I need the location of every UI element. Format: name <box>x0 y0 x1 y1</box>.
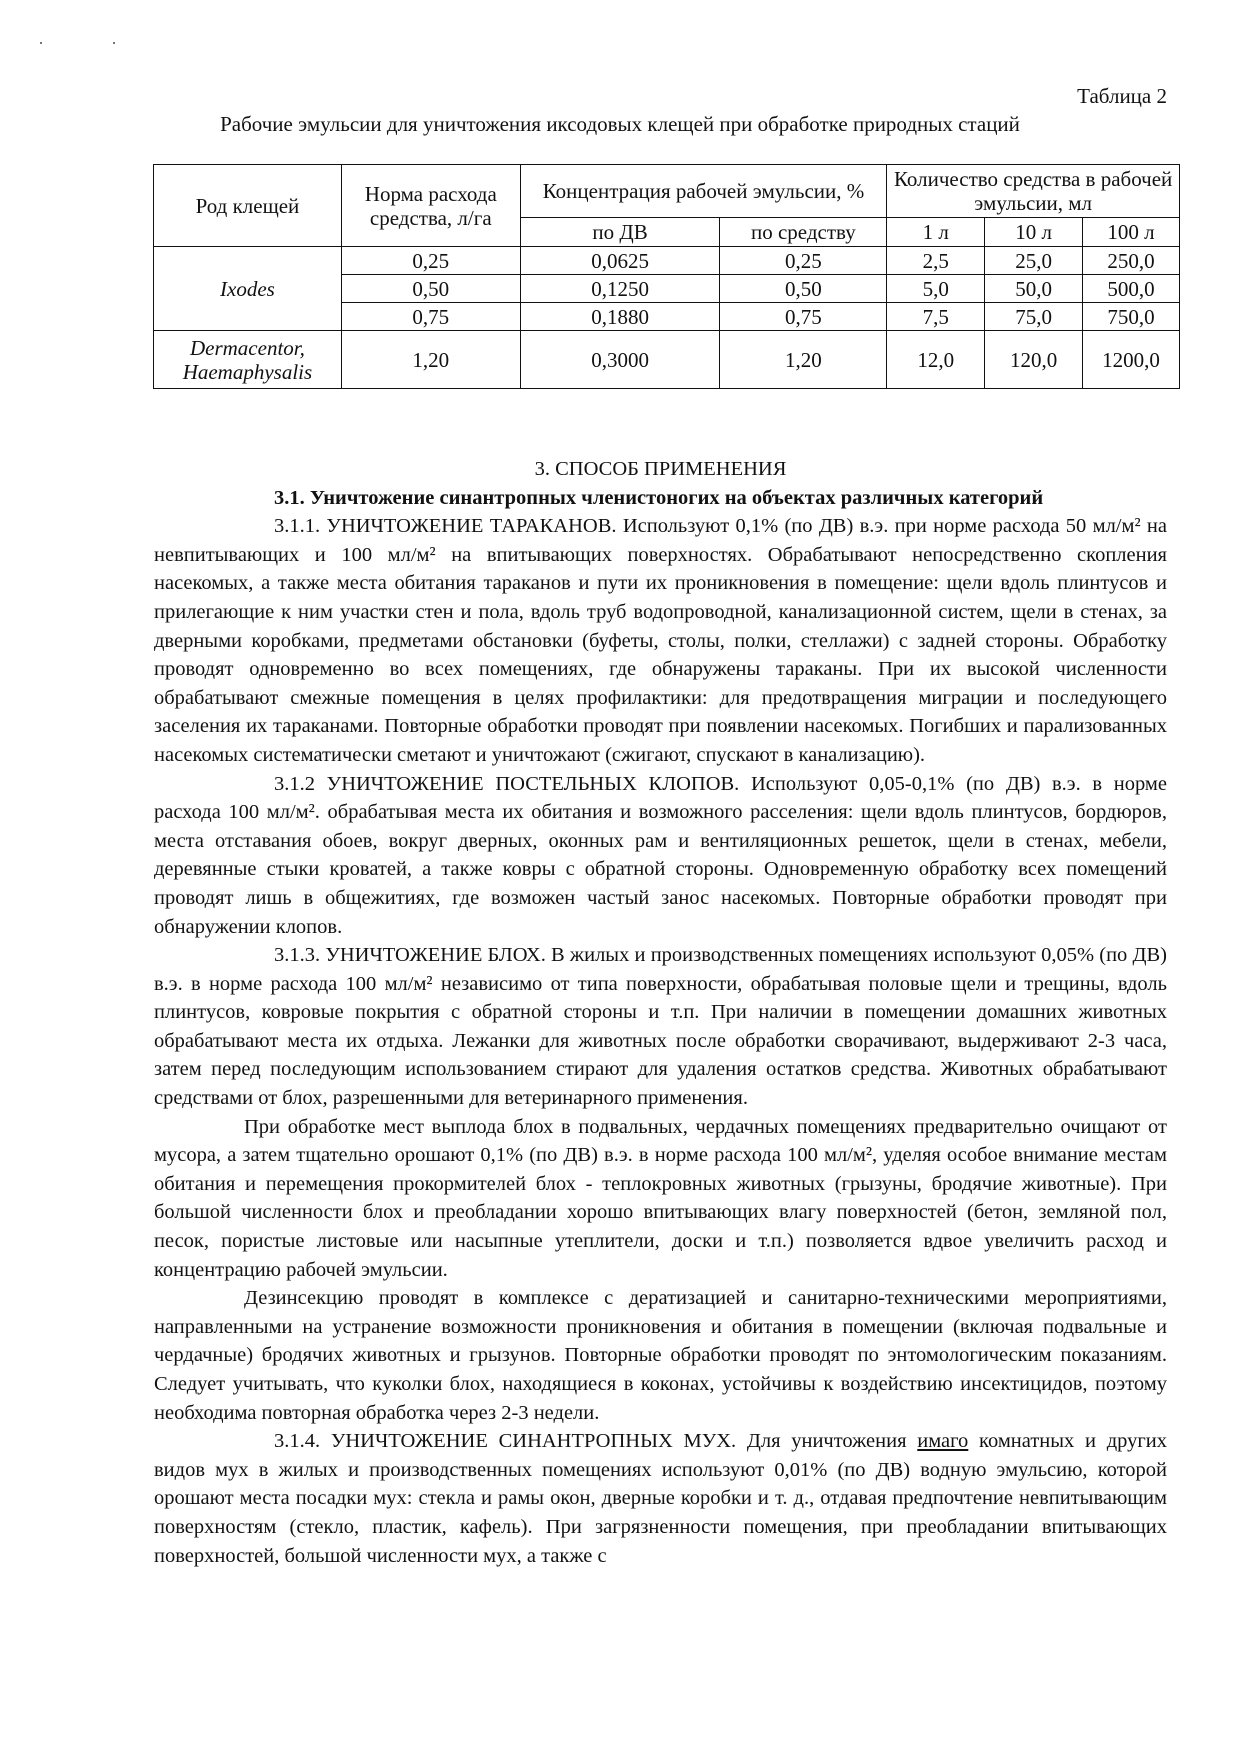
header-genus: Род клещей <box>154 165 342 247</box>
header-amount-1l: 1 л <box>887 218 985 247</box>
paragraph-disinsection: Дезинсекцию проводят в комплексе с дератизацией и санитарно-техническими мероприятиями, направленными на устранение возможности проникновения и обитания в помещении (включая подвальные и чердачные) бродячих животных и грызунов. Повторные обработки проводят по энтомологическим показаниям. Следует учитывать, что куколки блох, находящиеся в коконах, устойчивы к воздействию инсектицидов, поэтому необходима повторная обработка через 2-3 недели. <box>154 1287 1167 1424</box>
table-cell: 0,25 <box>720 247 887 275</box>
genus-cell: Dermacentor, Haemaphysalis <box>154 331 342 389</box>
section-subheading: 3.1. Уничтожение синантропных членистоногих на объектах различных категорий <box>274 486 1044 509</box>
header-amount-10l: 10 л <box>985 218 1083 247</box>
table-cell: 50,0 <box>985 275 1083 303</box>
table-cell: 0,3000 <box>520 331 720 389</box>
header-conc-product: по средству <box>720 218 887 247</box>
genus-cell: Ixodes <box>154 247 342 331</box>
header-conc-dv: по ДВ <box>520 218 720 247</box>
table-cell: 120,0 <box>985 331 1083 389</box>
table-cell: 0,1250 <box>520 275 720 303</box>
header-amount-100l: 100 л <box>1083 218 1180 247</box>
table-cell: 0,25 <box>341 247 520 275</box>
table-cell: 0,50 <box>720 275 887 303</box>
table-cell: 2,5 <box>887 247 985 275</box>
paragraph-fleas-basements: При обработке мест выплода блох в подвальных, чердачных помещениях предварительно очищают от мусора, а затем тщательно орошают 0,1% (по ДВ) в.э. в норме расхода 100 мл/м², уделяя особое внимание местам обитания и перемещения прокормителей блох - теплокровных животных (грызуны, бродячие животные). При большой численности блох и преобладании хорошо впитывающих влагу поверхностей (бетон, земляной пол, песок, пористые листовые или насыпные утеплители, доски и т.п.) позволяется вдвое увеличить расход и концентрацию рабочей эмульсии. <box>154 1115 1167 1281</box>
header-concentration: Концентрация рабочей эмульсии, % <box>520 165 887 218</box>
table-cell: 750,0 <box>1083 303 1180 331</box>
table-cell: 250,0 <box>1083 247 1180 275</box>
table-cell: 25,0 <box>985 247 1083 275</box>
section-body <box>154 455 1167 1570</box>
paragraph-flies <box>154 1427 1167 1570</box>
table-header-row <box>154 165 1180 218</box>
paragraph-cockroaches: 3.1.1. УНИЧТОЖЕНИЕ ТАРАКАНОВ. Используют 0,1% (по ДВ) в.э. при норме расхода 50 мл/м² на невпитывающих и 100 мл/м² на впитывающих поверхностях. Обрабатывают непосредственно скопления насекомых, а также места обитания тараканов и пути их проникновения в помещение: щели вдоль плинтусов и прилегающие к ним участки стен и пола, вдоль труб водопроводной, канализационной систем, щели в стенах, за дверными коробками, предметами обстановки (буфеты, столы, полки, стеллажи) с задней стороны. Обработку проводят одновременно во всех помещениях, где обнаружены тараканы. При их высокой численности обрабатывают смежные помещения в целях профилактики: для предотвращения миграции и последующего заселения их тараканами. Повторные обработки проводят при появлении насекомых. Погибших и парализованных насекомых систематически сметают и уничтожают (сжигают, спускают в канализацию). <box>154 515 1167 766</box>
header-amount: Количество средства в рабочей эмульсии, мл <box>887 165 1180 218</box>
table-row <box>154 247 1180 275</box>
underlined-term: имаго <box>917 1430 969 1453</box>
scan-speck <box>113 42 115 44</box>
table-cell: 1,20 <box>720 331 887 389</box>
table-cell: 7,5 <box>887 303 985 331</box>
emulsion-table <box>153 164 1180 389</box>
text: 3.1.4. УНИЧТОЖЕНИЕ СИНАНТРОПНЫХ МУХ. Для уничтожения <box>274 1430 918 1453</box>
table-cell: 0,75 <box>720 303 887 331</box>
table-cell: 1200,0 <box>1083 331 1180 389</box>
scan-speck <box>40 42 42 44</box>
table-cell: 5,0 <box>887 275 985 303</box>
table-cell: 500,0 <box>1083 275 1180 303</box>
table-cell: 1,20 <box>341 331 520 389</box>
table-cell: 0,1880 <box>520 303 720 331</box>
table-cell: 0,0625 <box>520 247 720 275</box>
table-title: Рабочие эмульсии для уничтожения иксодовых клещей при обработке природных стаций <box>220 112 1020 136</box>
table-cell: 75,0 <box>985 303 1083 331</box>
paragraph-bedbugs: 3.1.2 УНИЧТОЖЕНИЕ ПОСТЕЛЬНЫХ КЛОПОВ. Используют 0,05-0,1% (по ДВ) в.э. в норме расхода 100 мл/м². обрабатывая места их обитания и возможного расселения: щели вдоль плинтусов, бордюров, места отставания обоев, вокруг дверных, оконных рам и вентиляционных решеток, щели в стенах, мебели, деревянные стыки кроватей, а также ковры с обратной стороны. Одновременную обработку всех помещений проводят лишь в общежитиях, где возможен частый занос насекомых. Повторные обработки проводят при обнаружении клопов. <box>154 772 1167 938</box>
paragraph-fleas: 3.1.3. УНИЧТОЖЕНИЕ БЛОХ. В жилых и производственных помещениях используют 0,05% (по ДВ) в.э. в норме расхода 100 мл/м² независимо от типа поверхности, обрабатывая половые щели и трещины, вдоль плинтусов, ковровые покрытия с обратной стороны и т.п. При наличии в помещении домашних животных обрабатывают места их отдыха. Лежанки для животных после обработки сворачивают, выдерживают 2-3 часа, затем перед последующим использованием стирают для удаления остатков средства. Животных обрабатывают средствами от блох, разрешенными для ветеринарного применения. <box>154 944 1167 1110</box>
text: комнатных и других видов мух в жилых и производственных помещениях используют 0,01% (по ДВ) водную эмульсию, которой орошают места посадки мух: стекла и рамы окон, дверные коробки и т. д., отдавая предпочтение невпитывающим поверхностям (стекло, пластик, кафель). При загрязненности помещения, при преобладании впитывающих поверхностей, большой численности мух, а также с <box>154 1430 1167 1567</box>
table-cell: 12,0 <box>887 331 985 389</box>
header-rate: Норма расхода средства, л/га <box>341 165 520 247</box>
table-row <box>154 331 1180 389</box>
table-number: Таблица 2 <box>1077 84 1167 108</box>
table-cell: 0,75 <box>341 303 520 331</box>
section-heading: 3. СПОСОБ ПРИМЕНЕНИЯ <box>534 458 787 480</box>
table-cell: 0,50 <box>341 275 520 303</box>
